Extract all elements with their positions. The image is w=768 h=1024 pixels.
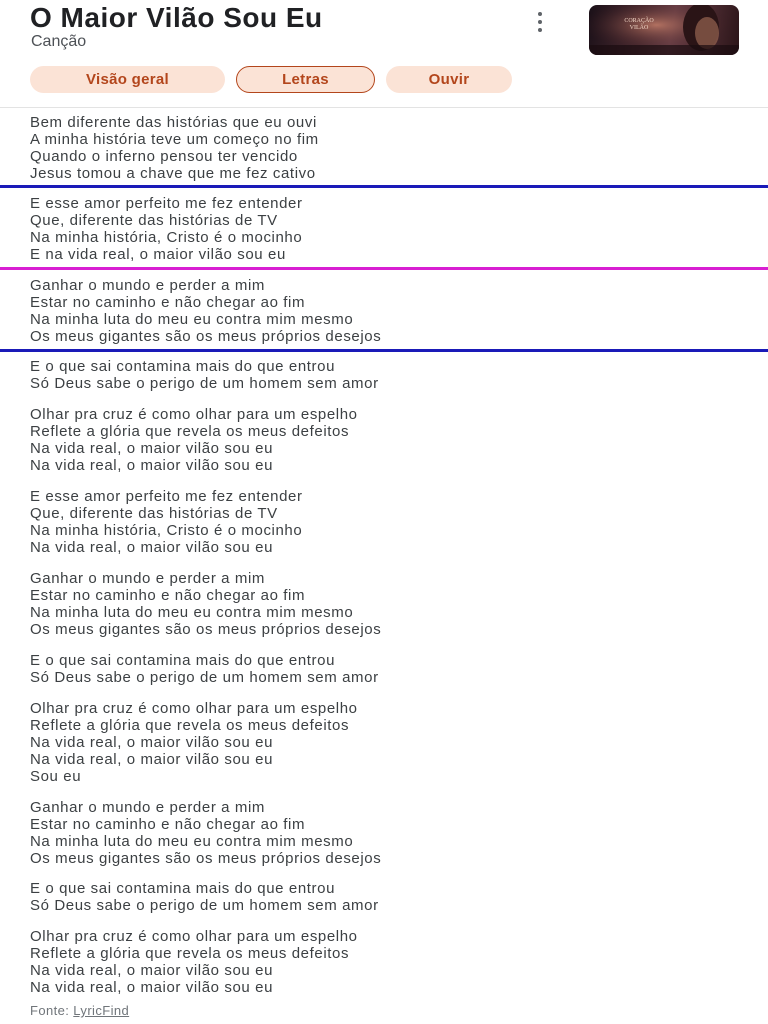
lyric-line: Na vida real, o maior vilão sou eu xyxy=(30,539,274,556)
lyric-line: Só Deus sabe o perigo de um homem sem amor xyxy=(30,375,379,392)
header-divider xyxy=(0,107,768,108)
lyric-line: Na minha história, Cristo é o mocinho xyxy=(30,522,303,539)
lyric-line: Os meus gigantes são os meus próprios desejos xyxy=(30,621,382,638)
thumbnail-artwork xyxy=(589,5,739,55)
lyric-line: Só Deus sabe o perigo de um homem sem amor xyxy=(30,669,379,686)
separator-line-magenta xyxy=(0,267,768,270)
lyric-line: Na vida real, o maior vilão sou eu xyxy=(30,440,274,457)
source-link[interactable]: LyricFind xyxy=(73,1003,130,1018)
lyric-line: Bem diferente das histórias que eu ouvi xyxy=(30,114,317,131)
lyric-line: E na vida real, o maior vilão sou eu xyxy=(30,246,286,263)
lyric-line: Na minha luta do meu eu contra mim mesmo xyxy=(30,311,354,328)
lyric-line: E o que sai contamina mais do que entrou xyxy=(30,652,336,669)
thumbnail-caption: CORAÇÃO VILÃO xyxy=(624,18,654,31)
song-title: O Maior Vilão Sou Eu xyxy=(30,2,323,33)
lyric-line: Na minha luta do meu eu contra mim mesmo xyxy=(30,833,354,850)
tab-overview[interactable]: Visão geral xyxy=(30,66,225,93)
song-header xyxy=(0,0,768,108)
lyric-line: Sou eu xyxy=(30,768,82,785)
lyric-line: Reflete a glória que revela os meus defeitos xyxy=(30,945,350,962)
lyric-line: Os meus gigantes são os meus próprios desejos xyxy=(30,328,382,345)
lyric-line: Reflete a glória que revela os meus defeitos xyxy=(30,717,350,734)
lyric-line: Reflete a glória que revela os meus defeitos xyxy=(30,423,350,440)
lyric-line: Os meus gigantes são os meus próprios desejos xyxy=(30,850,382,867)
lyric-line: Na vida real, o maior vilão sou eu xyxy=(30,979,274,996)
lyrics-source xyxy=(30,1003,129,1018)
separator-line-blue xyxy=(0,185,768,188)
lyric-line: Na minha história, Cristo é o mocinho xyxy=(30,229,303,246)
lyric-line: Na vida real, o maior vilão sou eu xyxy=(30,734,274,751)
lyric-line: Na minha luta do meu eu contra mim mesmo xyxy=(30,604,354,621)
lyric-line: A minha história teve um começo no fim xyxy=(30,131,319,148)
song-type-label: Canção xyxy=(31,33,87,50)
lyric-line: Jesus tomou a chave que me fez cativo xyxy=(30,165,316,182)
lyric-line: Que, diferente das histórias de TV xyxy=(30,505,278,522)
lyric-line: E esse amor perfeito me fez entender xyxy=(30,488,303,505)
lyric-line: Na vida real, o maior vilão sou eu xyxy=(30,751,274,768)
lyric-line: Olhar pra cruz é como olhar para um espelho xyxy=(30,406,358,423)
tab-lyrics[interactable]: Letras xyxy=(236,66,375,93)
lyric-line: E o que sai contamina mais do que entrou xyxy=(30,880,336,897)
lyric-line: Que, diferente das histórias de TV xyxy=(30,212,278,229)
separator-line-blue xyxy=(0,349,768,352)
lyric-line: Estar no caminho e não chegar ao fim xyxy=(30,587,306,604)
lyric-line: Estar no caminho e não chegar ao fim xyxy=(30,816,306,833)
lyric-line: Ganhar o mundo e perder a mim xyxy=(30,570,266,587)
lyric-line: Na vida real, o maior vilão sou eu xyxy=(30,962,274,979)
lyric-line: E esse amor perfeito me fez entender xyxy=(30,195,303,212)
lyric-line: Olhar pra cruz é como olhar para um espelho xyxy=(30,928,358,945)
lyric-line: Quando o inferno pensou ter vencido xyxy=(30,148,298,165)
lyric-line: Só Deus sabe o perigo de um homem sem amor xyxy=(30,897,379,914)
lyric-line: Estar no caminho e não chegar ao fim xyxy=(30,294,306,311)
more-options-icon[interactable] xyxy=(532,12,548,32)
album-thumbnail[interactable] xyxy=(589,5,739,55)
lyric-line: Na vida real, o maior vilão sou eu xyxy=(30,457,274,474)
lyric-line: Olhar pra cruz é como olhar para um espelho xyxy=(30,700,358,717)
lyric-line: Ganhar o mundo e perder a mim xyxy=(30,277,266,294)
lyric-line: E o que sai contamina mais do que entrou xyxy=(30,358,336,375)
tab-listen[interactable]: Ouvir xyxy=(386,66,512,93)
source-prefix: Fonte: xyxy=(30,1003,74,1018)
lyric-line: Ganhar o mundo e perder a mim xyxy=(30,799,266,816)
